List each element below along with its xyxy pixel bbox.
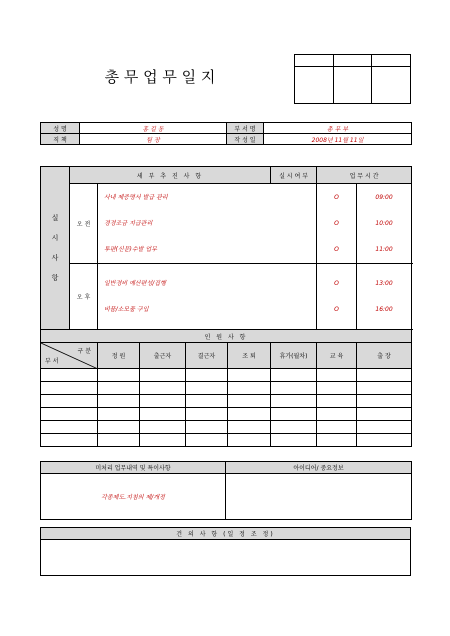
afternoon-times [357,264,412,330]
date-label: 작 성 일 [227,134,264,145]
side-char: 시 [51,234,59,242]
staff-cell [186,369,228,382]
staff-cell [186,395,228,408]
staff-cell [228,421,271,434]
ideas-header: 아이디어/ 중요정보 [226,462,412,474]
time-value: 11:00 [375,245,393,253]
approval-box [294,54,411,104]
staff-cell [98,395,140,408]
staff-cell [271,369,317,382]
staff-row [41,421,412,434]
dept-label: 부 서 명 [227,123,264,134]
name-value: 홍 길 동 [80,123,227,134]
morning-done [317,184,357,264]
done-mark: O [334,245,339,253]
date-value: 2008년 11월 11일 [264,134,412,145]
task-item: 경경조금 지급관리 [104,219,153,227]
ideas-body [226,474,412,520]
staff-row [41,369,412,382]
plan-done-header: 실 시 여 부 [271,167,317,184]
staff-cell [317,421,357,434]
staff-cell [228,408,271,421]
morning-tasks [98,184,317,264]
staff-cell [41,395,98,408]
approval-header-cell [372,55,411,67]
staff-row [41,434,412,447]
staff-cell [317,395,357,408]
approval-header-cell [333,55,372,67]
afternoon-tasks [98,264,317,330]
position-value: 팀 장 [80,134,227,145]
side-char: 실 [51,214,59,222]
staff-cell [357,408,412,421]
staff-cell [357,421,412,434]
main-table [40,166,412,330]
suggestion-header: 건 의 사 항 (일 정 조 정) [41,528,411,540]
done-mark: O [334,193,339,201]
staff-cell [186,382,228,395]
staff-cell [98,421,140,434]
plan-side-label [41,167,70,330]
staff-table [40,329,412,447]
staff-cell [271,421,317,434]
staff-cell [186,408,228,421]
staff-cell [228,369,271,382]
approval-header-cell [295,55,334,67]
staff-cell [41,434,98,447]
done-mark: O [334,279,339,287]
page-title: 총 무 업 무 일 지 [104,68,216,86]
info-table [40,122,412,145]
staff-cell [140,382,186,395]
staff-row [41,395,412,408]
unfinished-body: 각종제도.지침의 제/개정 [41,474,226,520]
notes-table [40,461,412,520]
dept-value: 총 무 부 [264,123,412,134]
name-label: 성 명 [41,123,80,134]
staff-cell [140,395,186,408]
staff-col-header: 교 육 [317,343,357,369]
staff-cell [98,434,140,447]
done-mark: O [334,219,339,227]
afternoon-done [317,264,357,330]
approval-sign-cell [372,67,411,104]
corner-top-label: 구 분 [77,348,91,355]
staff-cell [41,421,98,434]
corner-bottom-label: 부 서 [45,358,59,365]
staff-cell [41,382,98,395]
staff-cell [271,408,317,421]
staff-cell [140,421,186,434]
staff-col-header: 조 퇴 [228,343,271,369]
staff-cell [357,434,412,447]
staff-row [41,408,412,421]
side-char: 항 [51,274,59,282]
position-label: 직 책 [41,134,80,145]
staff-col-header: 정 원 [98,343,140,369]
plan-detail-header: 세 부 추 진 사 항 [70,167,271,184]
approval-sign-cell [333,67,372,104]
staff-cell [271,382,317,395]
staff-cell [317,408,357,421]
staff-cell [271,395,317,408]
morning-label: 오 전 [70,184,98,264]
plan-time-header: 업 무 시 간 [317,167,412,184]
staff-cell [317,382,357,395]
suggestion-table [40,527,411,576]
task-item: 일반경비 예산편성/집행 [104,279,166,287]
staff-cell [317,369,357,382]
staff-col-header: 출 장 [357,343,412,369]
task-item: 사내 제증명서 발급 관리 [104,193,168,201]
staff-row [41,382,412,395]
staff-corner-cell [41,343,98,369]
suggestion-body [41,540,411,576]
task-item: 비품/소모품 구입 [104,305,149,313]
staff-cell [357,369,412,382]
staff-col-header: 휴가(월차) [271,343,317,369]
staff-cell [41,408,98,421]
done-mark: O [334,305,339,313]
time-value: 09:00 [375,193,393,201]
staff-cell [140,434,186,447]
staff-cell [357,395,412,408]
time-value: 13:00 [375,279,393,287]
staff-cell [186,434,228,447]
time-value: 16:00 [375,305,393,313]
morning-times [357,184,412,264]
staff-cell [41,369,98,382]
staff-cell [228,395,271,408]
staff-col-header: 결근자 [186,343,228,369]
staff-cell [228,434,271,447]
staff-cell [140,408,186,421]
time-value: 10:00 [375,219,393,227]
side-char: 사 [51,254,59,262]
staff-cell [98,408,140,421]
staff-header: 인 원 사 항 [41,330,412,343]
staff-cell [357,382,412,395]
staff-cell [186,421,228,434]
staff-cell [98,369,140,382]
staff-cell [140,369,186,382]
approval-sign-cell [295,67,334,104]
staff-cell [317,434,357,447]
staff-rows [41,369,412,447]
unfinished-header: 미처리 업무내역 및 특이사항 [41,462,226,474]
staff-cell [271,434,317,447]
task-item: 투편(신문)수발 업무 [104,245,157,253]
staff-cell [228,382,271,395]
afternoon-label: 오 후 [70,264,98,330]
staff-col-header: 출근자 [140,343,186,369]
staff-cell [98,382,140,395]
